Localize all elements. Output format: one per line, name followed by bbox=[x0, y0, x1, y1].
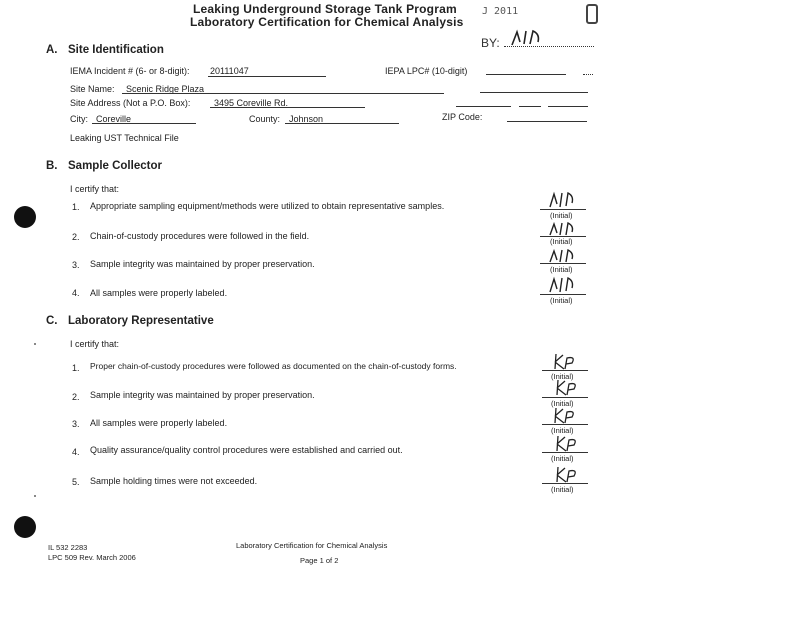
c-item-3-num: 3. bbox=[72, 419, 80, 429]
b-item-4-text: All samples were properly labeled. bbox=[90, 288, 228, 298]
address-label: Site Address (Not a P.O. Box): bbox=[70, 98, 191, 108]
b-initial-1-label: (Initial) bbox=[550, 211, 573, 220]
section-b-title: Sample Collector bbox=[68, 160, 162, 172]
by-label: BY: bbox=[481, 36, 500, 50]
b-initial-1-signature bbox=[545, 190, 575, 210]
county-label: County: bbox=[249, 114, 281, 124]
site-name-value: Scenic Ridge Plaza bbox=[126, 84, 205, 94]
b-item-2-num: 2. bbox=[72, 232, 80, 242]
title-line1: Leaking Underground Storage Tank Program bbox=[193, 2, 457, 16]
address-value: 3495 Coreville Rd. bbox=[214, 98, 289, 108]
c-initial-1-signature bbox=[550, 352, 580, 372]
b-item-1-num: 1. bbox=[72, 202, 80, 212]
binder-hole-icon bbox=[14, 206, 36, 228]
incident-value: 20111047 bbox=[210, 66, 249, 76]
c-item-1-num: 1. bbox=[72, 363, 80, 373]
section-b-certify: I certify that: bbox=[70, 184, 120, 194]
incident-label: IEMA Incident # (6- or 8-digit): bbox=[70, 66, 190, 76]
b-item-4-num: 4. bbox=[72, 288, 80, 298]
b-initial-4-label: (Initial) bbox=[550, 296, 573, 305]
zip-label: ZIP Code: bbox=[442, 112, 483, 122]
c-item-1-text: Proper chain-of-custody procedures were followed as documented on the chain-of-custody forms. bbox=[90, 361, 457, 371]
b-initial-3-label: (Initial) bbox=[550, 265, 573, 274]
c-item-4-text: Quality assurance/quality control procedures were established and carried out. bbox=[90, 445, 403, 455]
section-b-letter: B. bbox=[46, 160, 58, 172]
file-label: Leaking UST Technical File bbox=[70, 133, 179, 143]
b-item-1-text: Appropriate sampling equipment/methods were utilized to obtain representative samples. bbox=[90, 201, 445, 211]
title-line2: Laboratory Certification for Chemical Analysis bbox=[190, 15, 464, 29]
footer-form-id: IL 532 2283 bbox=[48, 543, 88, 552]
b-initial-4-signature bbox=[545, 275, 575, 295]
city-value: Coreville bbox=[96, 114, 132, 124]
county-value: Johnson bbox=[289, 114, 324, 124]
c-item-2-text: Sample integrity was maintained by proper preservation. bbox=[90, 390, 315, 400]
by-signature bbox=[508, 28, 548, 48]
c-initial-1-label: (Initial) bbox=[551, 372, 574, 381]
c-initial-3-signature bbox=[550, 406, 580, 426]
c-initial-5-label: (Initial) bbox=[551, 485, 574, 494]
footer-rev: LPC 509 Rev. March 2006 bbox=[48, 553, 136, 562]
c-item-2-num: 2. bbox=[72, 392, 80, 402]
site-name-label: Site Name: bbox=[70, 84, 115, 94]
footer-doc-title: Laboratory Certification for Chemical Analysis bbox=[236, 541, 388, 550]
binder-hole-icon bbox=[14, 516, 36, 538]
c-item-4-num: 4. bbox=[72, 447, 80, 457]
c-item-5-num: 5. bbox=[72, 477, 80, 487]
section-a-letter: A. bbox=[46, 44, 58, 56]
stamp-bracket-icon bbox=[586, 4, 598, 24]
footer-page: Page 1 of 2 bbox=[300, 556, 339, 565]
b-item-2-text: Chain-of-custody procedures were followed in the field. bbox=[90, 231, 310, 241]
c-initial-3-label: (Initial) bbox=[551, 426, 574, 435]
c-item-3-text: All samples were properly labeled. bbox=[90, 418, 228, 428]
c-initial-2-signature bbox=[552, 378, 582, 398]
lpc-label: IEPA LPC# (10-digit) bbox=[385, 66, 468, 76]
c-initial-4-signature bbox=[552, 434, 582, 454]
b-item-3-text: Sample integrity was maintained by proper preservation. bbox=[90, 259, 315, 269]
section-c-letter: C. bbox=[46, 315, 58, 327]
city-label: City: bbox=[70, 114, 88, 124]
section-a-title: Site Identification bbox=[68, 44, 164, 56]
b-initial-2-label: (Initial) bbox=[550, 237, 573, 246]
c-initial-2-label: (Initial) bbox=[551, 399, 574, 408]
b-item-3-num: 3. bbox=[72, 260, 80, 270]
section-c-title: Laboratory Representative bbox=[68, 315, 214, 327]
c-initial-5-signature bbox=[552, 465, 582, 485]
c-item-5-text: Sample holding times were not exceeded. bbox=[90, 476, 258, 486]
section-c-certify: I certify that: bbox=[70, 339, 120, 349]
c-initial-4-label: (Initial) bbox=[551, 454, 574, 463]
received-stamp: J 2011 bbox=[482, 6, 519, 17]
